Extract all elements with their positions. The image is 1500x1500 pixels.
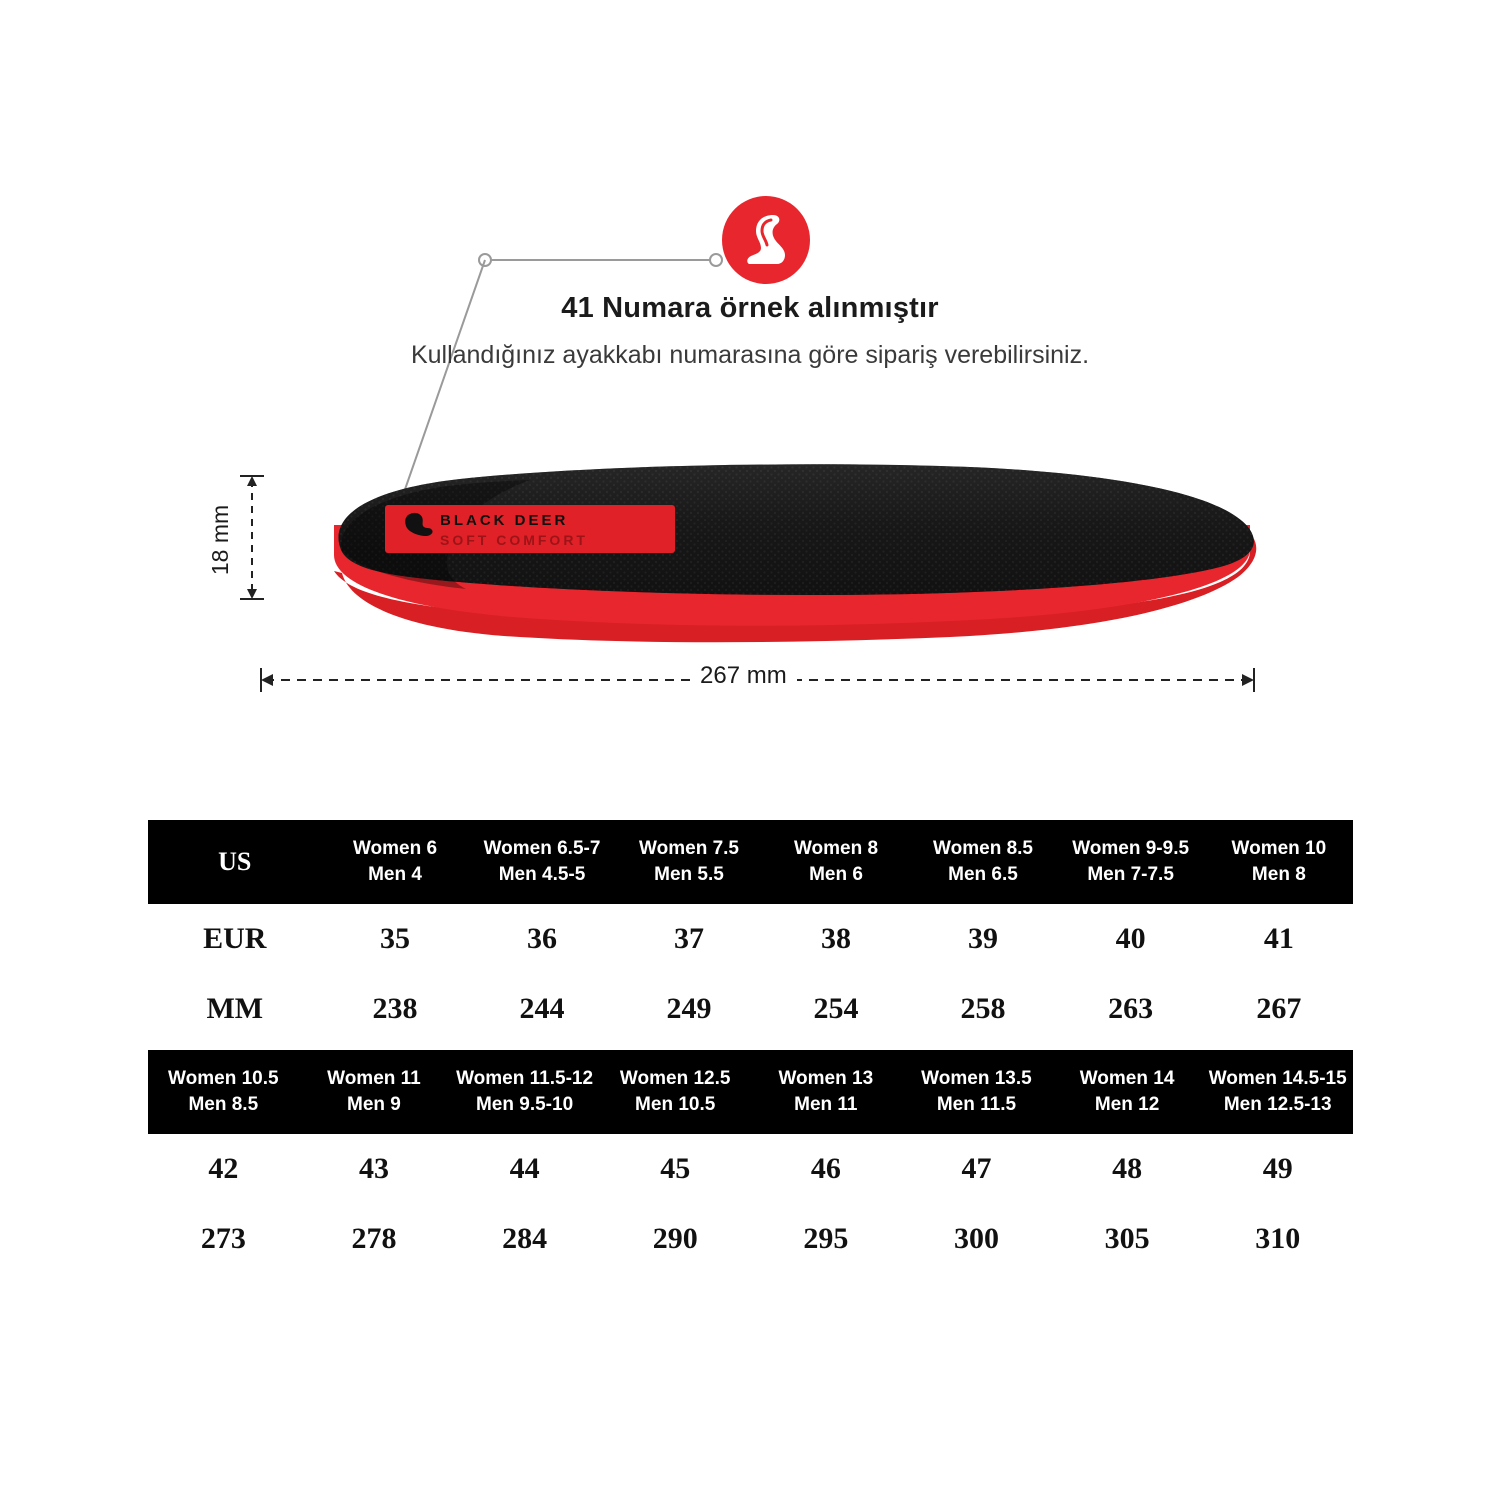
us-men: Men 4 [368,864,422,885]
length-dimension-label: 267 mm [690,662,797,690]
us-men: Men 6 [809,864,863,885]
mm-value: 305 [1052,1204,1203,1274]
row-label-us: US [148,820,322,904]
eur-value: 41 [1205,904,1353,974]
us-women: Women 11 [327,1068,421,1089]
mm-value: 254 [763,974,910,1044]
us-men: Men 9.5-10 [475,1094,574,1115]
mm-value: 278 [299,1204,450,1274]
row-label-eur: EUR [148,904,322,974]
mm-value: 273 [148,1204,299,1274]
us-men: Men 11 [794,1094,858,1115]
us-women: Women 7.5 [639,838,739,859]
us-men: Men 12 [1094,1094,1160,1115]
size-table-bottom [148,1050,1353,1274]
eur-value: 38 [763,904,910,974]
callout-title: 41 Numara örnek alınmıştır [561,292,939,324]
eur-value: 42 [148,1134,299,1204]
mm-value: 267 [1205,974,1353,1044]
us-men: Men 8.5 [188,1094,259,1115]
eur-value: 39 [910,904,1057,974]
us-men: Men 12.5-13 [1223,1094,1332,1115]
header-cell [1202,1050,1353,1134]
us-men: Men 7-7.5 [1087,864,1174,885]
header-cell [910,820,1057,904]
svg-text:BLACK DEER: BLACK DEER [440,512,569,529]
us-women: Women 8 [793,838,879,859]
row-label-mm: MM [148,974,322,1044]
eur-value: 49 [1202,1134,1353,1204]
size-tables [148,820,1353,1274]
eur-value: 43 [299,1134,450,1204]
height-dimension-label: 18 mm [206,504,233,576]
header-cell [148,1050,299,1134]
header-cell [322,820,469,904]
us-men: Men 9 [347,1094,401,1115]
us-women: Women 6.5-7 [483,838,601,859]
mm-value: 263 [1057,974,1205,1044]
eur-value: 46 [751,1134,902,1204]
header-cell [600,1050,751,1134]
us-women: Women 11.5-12 [456,1068,594,1089]
mm-value: 290 [600,1204,751,1274]
us-women: Women 9-9.5 [1072,838,1190,859]
us-men: Men 4.5-5 [498,864,586,885]
table-row-us-bottom [148,1050,1353,1134]
header-cell [1057,820,1205,904]
svg-text:SOFT COMFORT: SOFT COMFORT [440,532,588,548]
header-cell [901,1050,1052,1134]
table-row-eur-top [148,904,1353,974]
eur-value: 44 [449,1134,600,1204]
eur-value: 45 [600,1134,751,1204]
header-cell [469,820,616,904]
insole-illustration [290,455,1270,670]
header-cell [1052,1050,1203,1134]
eur-value: 37 [616,904,763,974]
header-cell [616,820,763,904]
table-row-mm-top [148,974,1353,1044]
mm-value: 244 [469,974,616,1044]
us-men: Men 11.5 [936,1094,1017,1115]
callout-subtitle: Kullandığınız ayakkabı numarasına göre sipariş verebilirsiniz. [410,341,1090,369]
us-women: Women 14.5-15 [1208,1068,1347,1089]
us-women: Women 10.5 [168,1068,279,1089]
us-women: Women 8.5 [933,838,1033,859]
eur-value: 35 [322,904,469,974]
header-cell [299,1050,450,1134]
us-women: Women 13.5 [921,1068,1032,1089]
mm-value: 284 [449,1204,600,1274]
eur-value: 48 [1052,1134,1203,1204]
table-row-eur-bottom [148,1134,1353,1204]
foot-insole-icon [722,196,810,284]
us-women: Women 14 [1079,1068,1175,1089]
mm-value: 238 [322,974,469,1044]
header-cell [449,1050,600,1134]
header-cell [1205,820,1353,904]
header-cell [751,1050,902,1134]
us-men: Men 10.5 [635,1094,716,1115]
size-table-top [148,820,1353,1044]
mm-value: 258 [910,974,1057,1044]
mm-value: 249 [616,974,763,1044]
eur-value: 47 [901,1134,1052,1204]
us-men: Men 6.5 [948,864,1018,885]
us-men: Men 8 [1251,864,1306,885]
table-row-mm-bottom [148,1204,1353,1274]
us-women: Women 12.5 [619,1068,731,1089]
eur-value: 40 [1057,904,1205,974]
eur-value: 36 [469,904,616,974]
us-men: Men 5.5 [654,864,724,885]
mm-value: 300 [901,1204,1052,1274]
header-cell [763,820,910,904]
us-women: Women 13 [778,1068,874,1089]
us-women: Women 6 [352,838,438,859]
table-row-us-top [148,820,1353,904]
mm-value: 295 [751,1204,902,1274]
mm-value: 310 [1202,1204,1353,1274]
us-women: Women 10 [1231,838,1327,859]
